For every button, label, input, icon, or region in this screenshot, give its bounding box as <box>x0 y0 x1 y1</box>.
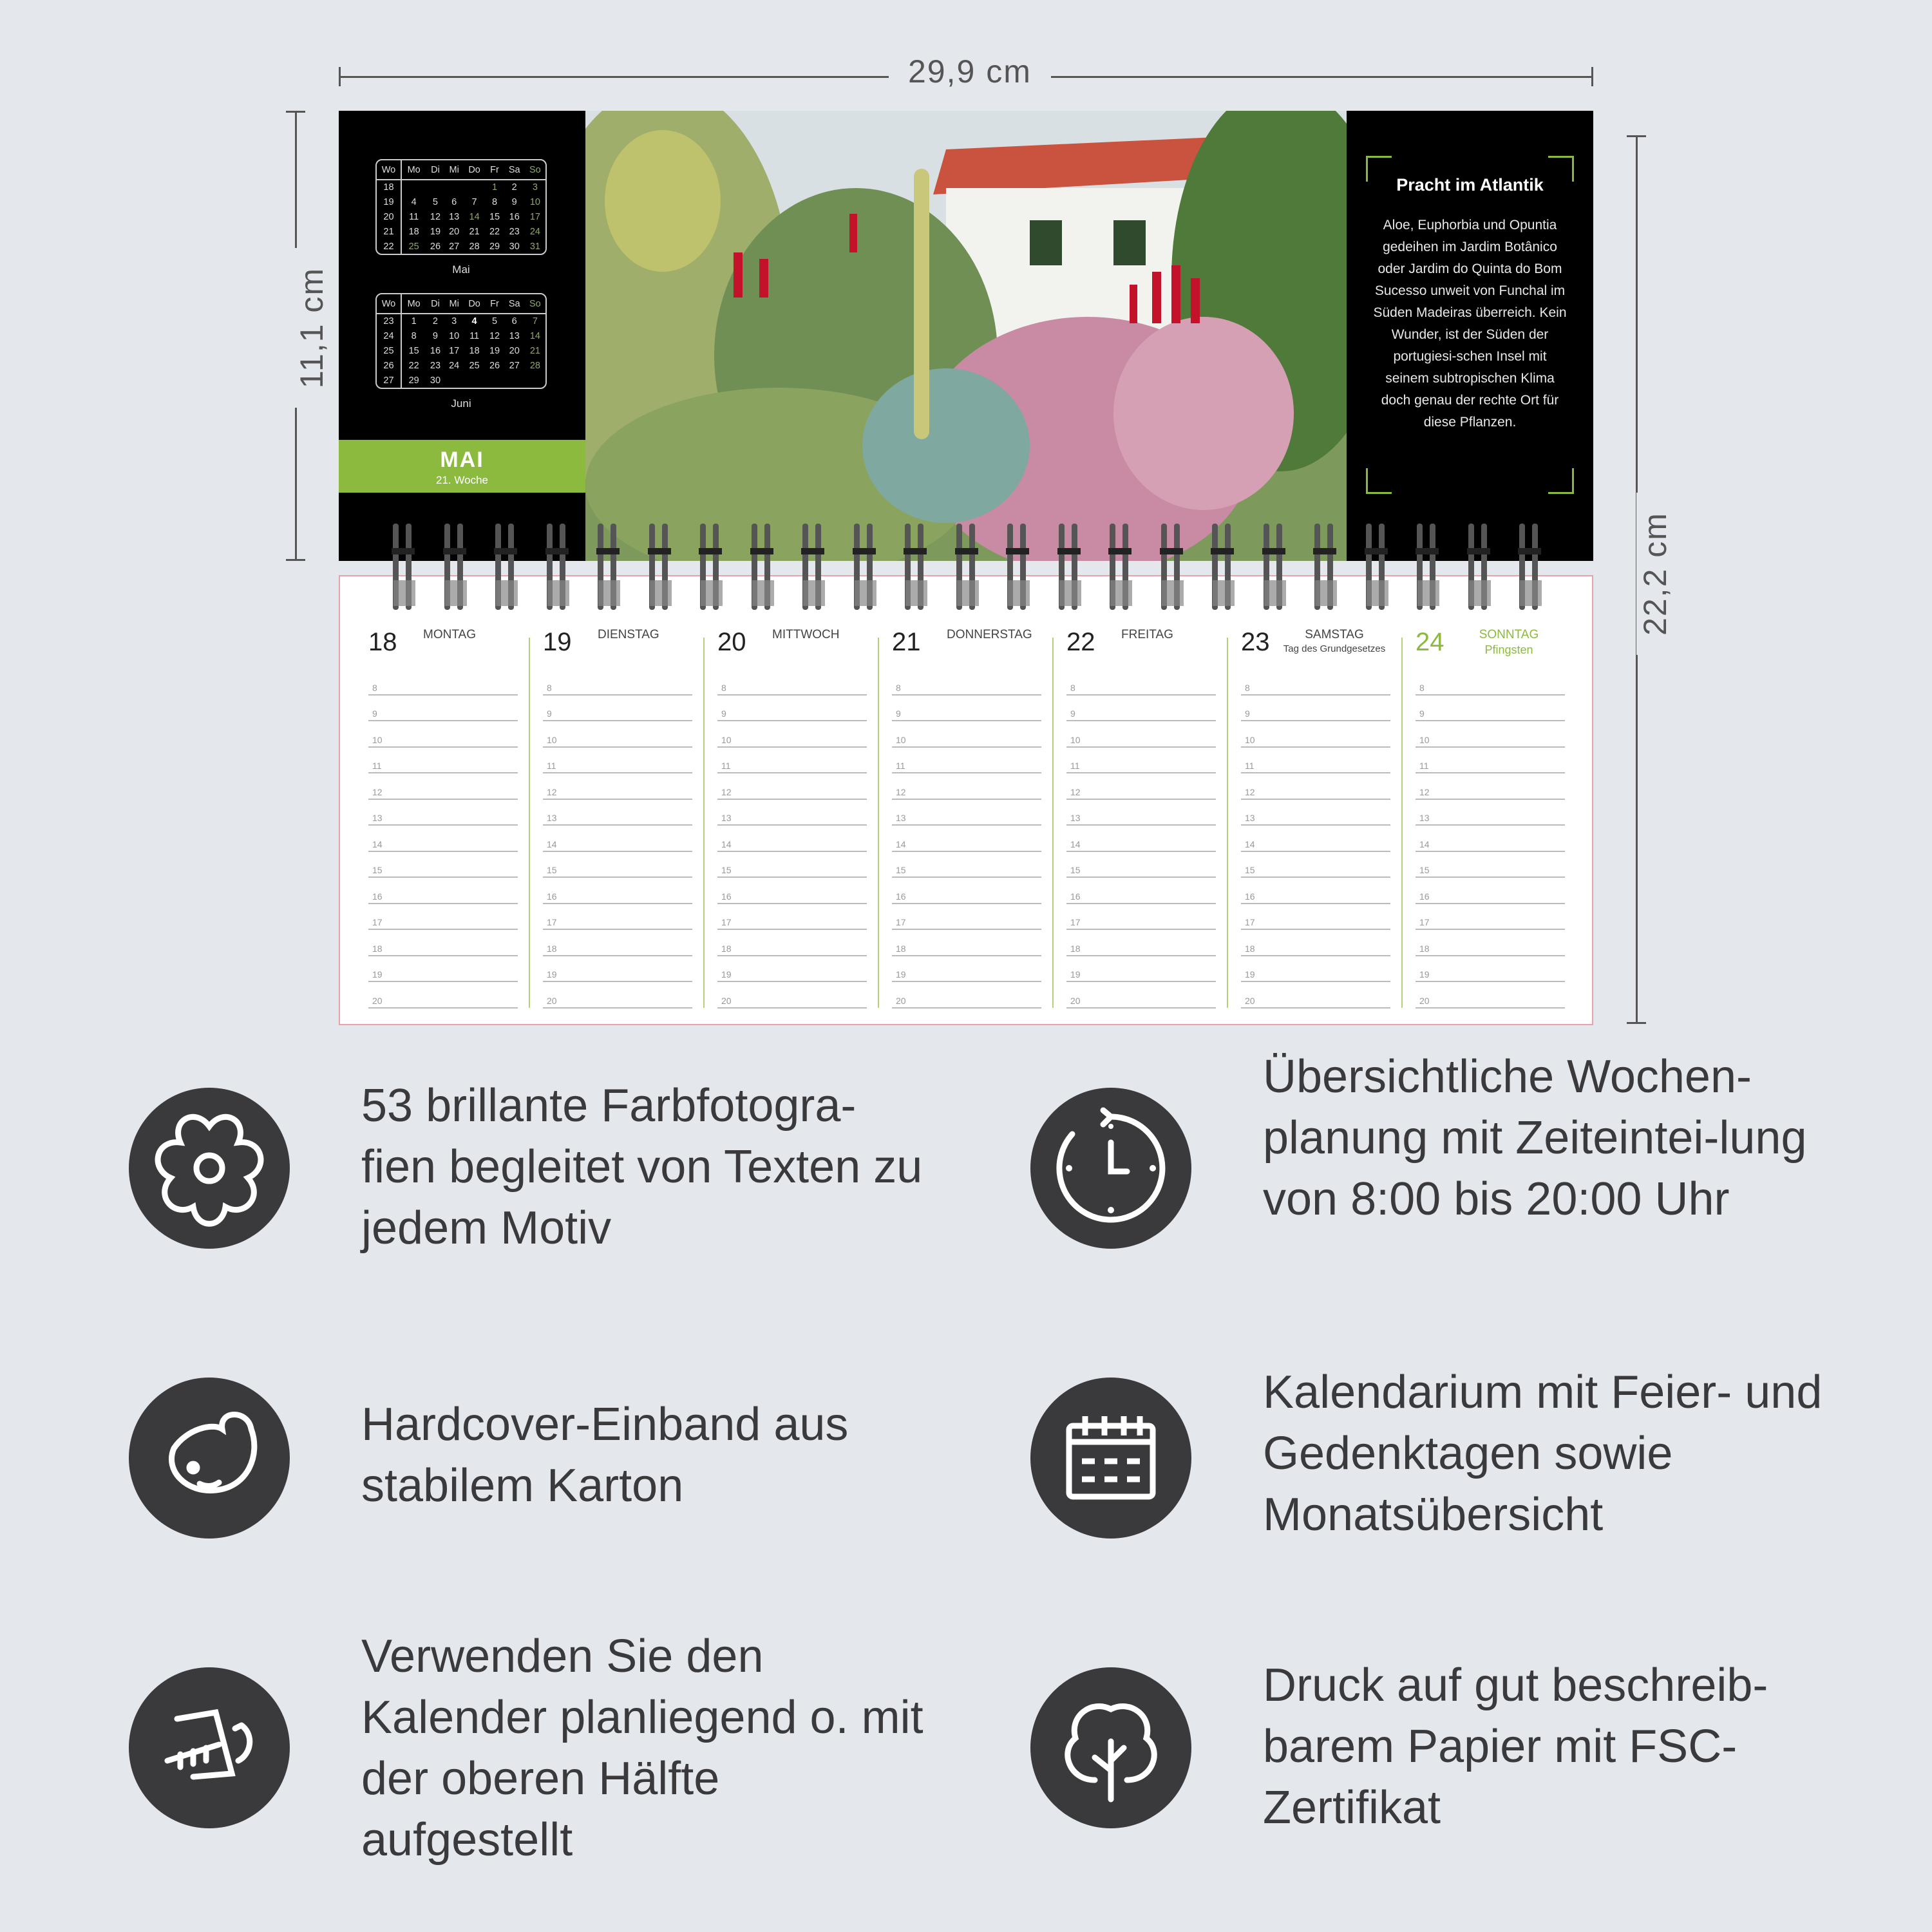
hour-slot[interactable]: 12 <box>1416 773 1565 800</box>
tree-icon <box>1030 1667 1191 1828</box>
day-number: 23 <box>1241 628 1270 656</box>
flower-icon <box>129 1088 290 1249</box>
day-name: SONNTAG Pfingsten <box>1454 628 1564 657</box>
hour-slot[interactable]: 11 <box>892 748 1041 774</box>
spiral-ring <box>494 524 520 610</box>
day-cell: 27 <box>449 241 460 252</box>
day-cell: 12 <box>489 330 500 341</box>
hour-slot[interactable]: 17 <box>1066 904 1216 931</box>
hour-slot[interactable]: 9 <box>543 696 692 722</box>
weekday-header: Sa <box>504 294 525 314</box>
day-cell <box>445 180 464 194</box>
day-cell: 19 <box>489 345 500 356</box>
spiral-ring <box>1365 524 1390 610</box>
day-name: FREITAG <box>1121 628 1173 641</box>
day-number: 19 <box>543 628 572 656</box>
day-cell: 4 <box>411 196 417 207</box>
hour-slot[interactable]: 17 <box>1416 904 1565 931</box>
hour-slot[interactable]: 16 <box>717 878 867 904</box>
weekday-header: Fr <box>485 294 504 314</box>
weekday-header: Mi <box>445 294 464 314</box>
hour-slot[interactable]: 10 <box>892 721 1041 748</box>
hour-slot[interactable]: 12 <box>1241 773 1390 800</box>
hour-slot[interactable]: 20 <box>1241 982 1390 1009</box>
hour-slot[interactable]: 15 <box>543 852 692 878</box>
dimension-tick <box>1591 67 1593 86</box>
hour-slot[interactable]: 12 <box>717 773 867 800</box>
feature-text: Druck auf gut beschreib-barem Papier mit FSC-Zertifikat <box>1263 1660 1768 1833</box>
day-cell: 1 <box>491 182 498 193</box>
day-cell: 13 <box>509 330 520 341</box>
weekday-header: So <box>525 160 545 180</box>
hour-slot[interactable]: 20 <box>543 982 692 1009</box>
holiday-note: Pfingsten <box>1484 643 1533 656</box>
day-cell: 18 <box>469 345 480 356</box>
day-separator <box>878 638 879 1008</box>
day-cell: 3 <box>451 316 457 327</box>
day-cell: 2 <box>432 316 438 327</box>
day-cell: 29 <box>408 375 419 386</box>
hour-slot[interactable]: 11 <box>1241 748 1390 774</box>
spiral-ring <box>545 524 571 610</box>
day-cell: 3 <box>532 182 538 193</box>
hour-slot[interactable]: 16 <box>1241 878 1390 904</box>
hour-slot[interactable]: 14 <box>717 826 867 852</box>
dimension-tick <box>339 67 341 86</box>
hour-slot[interactable]: 18 <box>1066 930 1216 956</box>
hour-slot[interactable]: 13 <box>1241 800 1390 826</box>
day-column-montag[interactable] <box>368 628 518 1006</box>
day-cell: 21 <box>469 226 480 237</box>
hour-slot[interactable]: 11 <box>368 748 518 774</box>
day-cell: 11 <box>409 211 419 222</box>
week-number: 24 <box>377 328 401 343</box>
day-cell: 22 <box>489 226 500 237</box>
calendar-icon <box>1030 1378 1191 1539</box>
month-band <box>339 440 585 493</box>
day-cell: 8 <box>491 196 498 207</box>
weekday-header: Wo <box>377 160 401 180</box>
hour-slot[interactable]: 15 <box>368 852 518 878</box>
day-cell: 28 <box>469 241 480 252</box>
day-cell <box>464 180 486 194</box>
day-cell: 16 <box>430 345 441 356</box>
hour-slot[interactable]: 12 <box>892 773 1041 800</box>
spiral-ring <box>1416 524 1441 610</box>
day-separator <box>1052 638 1054 1008</box>
spiral-ring <box>1211 524 1236 610</box>
day-cell: 15 <box>408 345 419 356</box>
week-number: 26 <box>377 358 401 373</box>
day-cell: 7 <box>532 316 538 327</box>
hour-slot[interactable]: 9 <box>717 696 867 722</box>
day-number: 18 <box>368 628 397 656</box>
hour-slot[interactable]: 20 <box>368 982 518 1009</box>
day-cell: 24 <box>529 226 540 237</box>
frame-corner <box>1366 468 1392 494</box>
mini-calendar-juni <box>375 293 547 389</box>
standing-calendar-icon <box>129 1667 290 1828</box>
week-planner-page <box>339 575 1593 1025</box>
hour-slot[interactable]: 19 <box>1241 956 1390 983</box>
day-cell: 21 <box>529 345 540 356</box>
day-cell: 30 <box>509 241 520 252</box>
day-cell: 27 <box>509 360 520 371</box>
hour-slot[interactable]: 18 <box>1241 930 1390 956</box>
day-cell: 8 <box>411 330 417 341</box>
hour-slot[interactable]: 13 <box>543 800 692 826</box>
hour-slot[interactable]: 17 <box>543 904 692 931</box>
day-name: DONNERSTAG <box>947 628 1032 641</box>
day-cell: 12 <box>430 211 441 222</box>
day-cell: 5 <box>491 316 498 327</box>
hour-slot[interactable]: 17 <box>368 904 518 931</box>
weekday-header: Mo <box>401 294 426 314</box>
hour-slot[interactable]: 9 <box>1416 696 1565 722</box>
hour-slot[interactable]: 14 <box>1241 826 1390 852</box>
day-separator <box>1227 638 1228 1008</box>
hour-slot[interactable]: 9 <box>368 696 518 722</box>
width-label: 29,9 cm <box>889 53 1051 90</box>
day-name: MITTWOCH <box>772 628 840 641</box>
hour-slot[interactable]: 19 <box>717 956 867 983</box>
mini-calendar-month-name: Mai <box>452 263 470 276</box>
hour-slot[interactable]: 19 <box>1066 956 1216 983</box>
spiral-ring <box>750 524 776 610</box>
mini-calendar-mai <box>375 159 547 255</box>
hour-slot[interactable]: 20 <box>717 982 867 1009</box>
day-cell: 23 <box>430 360 441 371</box>
weekday-header: Mi <box>445 160 464 180</box>
hour-slot[interactable]: 11 <box>1066 748 1216 774</box>
day-number: 21 <box>892 628 921 656</box>
feature-text: Kalendarium mit Feier- und Gedenktagen sowie Monatsübersicht <box>1263 1367 1823 1540</box>
day-cell: 6 <box>511 316 517 327</box>
hour-slot[interactable]: 13 <box>368 800 518 826</box>
hour-slot[interactable]: 15 <box>892 852 1041 878</box>
week-number: 23 <box>377 314 401 328</box>
week-number: 19 <box>377 194 401 209</box>
day-cell: 10 <box>529 196 540 207</box>
day-cell: 25 <box>408 241 419 252</box>
hour-slot[interactable]: 18 <box>543 930 692 956</box>
day-column-mittwoch[interactable] <box>717 628 867 1006</box>
hour-slot[interactable]: 14 <box>368 826 518 852</box>
hour-slot[interactable]: 14 <box>892 826 1041 852</box>
hour-slot[interactable]: 16 <box>1416 878 1565 904</box>
day-cell: 10 <box>449 330 460 341</box>
day-cell: 24 <box>449 360 460 371</box>
hour-slot[interactable]: 13 <box>717 800 867 826</box>
hour-slot[interactable]: 19 <box>1416 956 1565 983</box>
photo-title: Pracht im Atlantik <box>1396 175 1544 194</box>
hour-slot[interactable]: 15 <box>1066 852 1216 878</box>
spiral-ring <box>801 524 827 610</box>
spiral-ring <box>1108 524 1134 610</box>
spiral-ring <box>1467 524 1493 610</box>
weekday-header: So <box>525 294 545 314</box>
day-cell: 9 <box>432 330 438 341</box>
calendar-top-half <box>339 111 1593 561</box>
spiral-ring <box>392 524 417 610</box>
hour-slot[interactable]: 13 <box>892 800 1041 826</box>
spiral-ring <box>1262 524 1288 610</box>
hour-slot[interactable]: 12 <box>1066 773 1216 800</box>
hour-slot[interactable]: 20 <box>1066 982 1216 1009</box>
day-cell: 26 <box>430 241 441 252</box>
hour-slot[interactable]: 16 <box>1066 878 1216 904</box>
day-cell: 16 <box>509 211 520 222</box>
hour-slot[interactable]: 14 <box>1066 826 1216 852</box>
day-cell: 26 <box>489 360 500 371</box>
day-cell: 1 <box>411 316 417 327</box>
dimension-tick <box>1627 135 1646 137</box>
day-cell: 20 <box>449 226 460 237</box>
spiral-ring <box>1160 524 1186 610</box>
day-number: 20 <box>717 628 746 656</box>
feature-text: 53 brillante Farbfotogra-fien begleitet von Texten zu jedem Motiv <box>361 1080 923 1254</box>
spiral-ring <box>1518 524 1544 610</box>
day-cell: 5 <box>432 196 438 207</box>
spiral-ring <box>1313 524 1339 610</box>
day-name: SAMSTAG Tag des Grundgesetzes <box>1280 628 1389 654</box>
month-name: MAI <box>440 448 484 472</box>
hour-slot[interactable]: 8 <box>892 669 1041 696</box>
hour-slot[interactable]: 10 <box>368 721 518 748</box>
day-cell: 29 <box>489 241 500 252</box>
hour-slot[interactable]: 15 <box>1241 852 1390 878</box>
hour-slot[interactable]: 19 <box>543 956 692 983</box>
day-name: DIENSTAG <box>598 628 659 641</box>
hardcover-icon <box>129 1378 290 1539</box>
feature-text: Hardcover-Einband aus stabilem Karton <box>361 1399 849 1511</box>
day-cell: 20 <box>509 345 520 356</box>
dimension-tick <box>286 559 305 561</box>
hour-slot[interactable]: 9 <box>1241 696 1390 722</box>
hour-slot[interactable]: 13 <box>1416 800 1565 826</box>
frame-corner <box>1548 156 1574 182</box>
hour-slot[interactable]: 8 <box>1416 669 1565 696</box>
hour-slot[interactable]: 10 <box>1416 721 1565 748</box>
hour-slot[interactable]: 15 <box>1416 852 1565 878</box>
hour-slot[interactable]: 9 <box>1066 696 1216 722</box>
spiral-ring <box>904 524 929 610</box>
day-cell: 11 <box>469 330 480 341</box>
day-cell: 18 <box>408 226 419 237</box>
day-cell <box>426 180 444 194</box>
day-column-dienstag[interactable] <box>543 628 692 1006</box>
day-cell: 17 <box>449 345 460 356</box>
weekday-header: Do <box>464 294 486 314</box>
day-separator <box>703 638 705 1008</box>
day-cell: 23 <box>509 226 520 237</box>
dimension-tick <box>286 111 305 113</box>
weekday-header: Do <box>464 160 486 180</box>
spiral-ring <box>596 524 622 610</box>
hour-slot[interactable]: 14 <box>1416 826 1565 852</box>
total-height-label: 22,2 cm <box>1636 493 1674 655</box>
day-cell <box>525 373 545 388</box>
mini-calendar-month-name: Juni <box>451 397 471 410</box>
day-cell: 22 <box>408 360 419 371</box>
weekday-header: Di <box>426 294 444 314</box>
day-separator <box>529 638 530 1008</box>
hour-slot[interactable]: 9 <box>892 696 1041 722</box>
hour-slot[interactable]: 8 <box>1241 669 1390 696</box>
weekday-header: Fr <box>485 160 504 180</box>
month-overview-panel <box>339 111 585 561</box>
hour-slot[interactable]: 8 <box>717 669 867 696</box>
day-cell: 9 <box>511 196 517 207</box>
small-height-label: 11,1 cm <box>293 248 330 408</box>
day-column-samstag[interactable] <box>1241 628 1390 1006</box>
hour-slot[interactable]: 16 <box>368 878 518 904</box>
hour-slot[interactable]: 12 <box>543 773 692 800</box>
hour-slot[interactable]: 10 <box>1066 721 1216 748</box>
day-cell <box>464 373 486 388</box>
hour-slot[interactable]: 12 <box>368 773 518 800</box>
hour-slot[interactable]: 10 <box>543 721 692 748</box>
feature-text: Verwenden Sie den Kalender planliegend o. mit der oberen Hälfte aufgestellt <box>361 1631 923 1866</box>
hour-slot[interactable]: 8 <box>543 669 692 696</box>
week-number: 27 <box>377 373 401 388</box>
frame-corner <box>1366 156 1392 182</box>
day-cell <box>485 373 504 388</box>
weekday-header: Sa <box>504 160 525 180</box>
weekday-header: Mo <box>401 160 426 180</box>
day-number: 22 <box>1066 628 1095 656</box>
week-label: 21. Woche <box>436 474 488 486</box>
day-cell: 30 <box>430 375 441 386</box>
hour-slot[interactable]: 11 <box>717 748 867 774</box>
hour-slot[interactable]: 11 <box>1416 748 1565 774</box>
day-cell: 15 <box>489 211 500 222</box>
hour-slot[interactable]: 19 <box>368 956 518 983</box>
frame-corner <box>1548 468 1574 494</box>
hour-slot[interactable]: 18 <box>892 930 1041 956</box>
weekday-header: Wo <box>377 294 401 314</box>
hour-slot[interactable]: 20 <box>892 982 1041 1009</box>
hour-slot[interactable]: 18 <box>717 930 867 956</box>
spiral-ring <box>1006 524 1032 610</box>
day-cell: 31 <box>529 241 540 252</box>
hour-slot[interactable]: 17 <box>1241 904 1390 931</box>
day-cell: 2 <box>511 182 517 193</box>
hour-slot[interactable]: 16 <box>892 878 1041 904</box>
day-cell: 13 <box>449 211 460 222</box>
day-separator <box>1401 638 1403 1008</box>
week-number: 18 <box>377 180 401 194</box>
hour-slot[interactable]: 17 <box>892 904 1041 931</box>
hour-slot[interactable]: 13 <box>1066 800 1216 826</box>
week-number: 22 <box>377 239 401 254</box>
hour-slot[interactable]: 20 <box>1416 982 1565 1009</box>
hour-slot[interactable]: 11 <box>543 748 692 774</box>
week-number: 20 <box>377 209 401 224</box>
day-cell: 6 <box>451 196 457 207</box>
day-cell <box>445 373 464 388</box>
day-cell <box>401 180 426 194</box>
hour-slot[interactable]: 8 <box>1066 669 1216 696</box>
day-number: 24 <box>1416 628 1444 656</box>
day-cell: 19 <box>430 226 441 237</box>
day-cell: 7 <box>471 196 477 207</box>
feature-text: Übersichtliche Wochen-planung mit Zeiteintei-lung von 8:00 bis 20:00 Uhr <box>1263 1051 1807 1225</box>
hour-slot[interactable]: 18 <box>368 930 518 956</box>
hour-slot[interactable]: 18 <box>1416 930 1565 956</box>
week-number: 21 <box>377 224 401 239</box>
day-column-freitag[interactable] <box>1066 628 1216 1006</box>
day-name: MONTAG <box>423 628 476 641</box>
clock-icon <box>1030 1088 1191 1249</box>
day-cell: 17 <box>529 211 540 222</box>
spiral-ring <box>853 524 878 610</box>
hour-slot[interactable]: 16 <box>543 878 692 904</box>
day-cell: 4 <box>471 316 477 327</box>
day-column-donnerstag[interactable] <box>892 628 1041 1006</box>
hour-slot[interactable]: 10 <box>717 721 867 748</box>
day-cell: 25 <box>469 360 480 371</box>
day-cell <box>504 373 525 388</box>
photo-description: Aloe, Euphorbia und Opuntia gedeihen im Jardim Botânico oder Jardim do Quinta do Bom Sucesso unweit von Funchal im Süden Madeiras überreich. Kein Wunder, ist der Süden der portugiesi-schen Insel mit seinem subtropischen Klima doch genau der rechte Ort für diese Pflanzen. <box>1373 218 1567 430</box>
spiral-ring <box>1057 524 1083 610</box>
day-cell: 14 <box>469 211 480 222</box>
holiday-note: Tag des Grundgesetzes <box>1283 643 1386 654</box>
hour-slot[interactable]: 17 <box>717 904 867 931</box>
garden-photo <box>585 111 1347 561</box>
dimension-tick <box>1627 1022 1646 1024</box>
spiral-ring <box>699 524 724 610</box>
hour-slot[interactable]: 19 <box>892 956 1041 983</box>
day-cell: 14 <box>529 330 540 341</box>
photo-description-panel <box>1347 111 1593 561</box>
day-cell: 28 <box>529 360 540 371</box>
hour-slot[interactable]: 15 <box>717 852 867 878</box>
garden-photo-illustration <box>585 111 1347 561</box>
hour-slot[interactable]: 8 <box>368 669 518 696</box>
hour-slot[interactable]: 10 <box>1241 721 1390 748</box>
weekday-header: Di <box>426 160 444 180</box>
week-number: 25 <box>377 343 401 358</box>
hour-slot[interactable]: 14 <box>543 826 692 852</box>
spiral-ring <box>648 524 674 610</box>
day-column-sonntag[interactable] <box>1416 628 1565 1006</box>
spiral-ring <box>955 524 981 610</box>
spiral-ring <box>443 524 469 610</box>
